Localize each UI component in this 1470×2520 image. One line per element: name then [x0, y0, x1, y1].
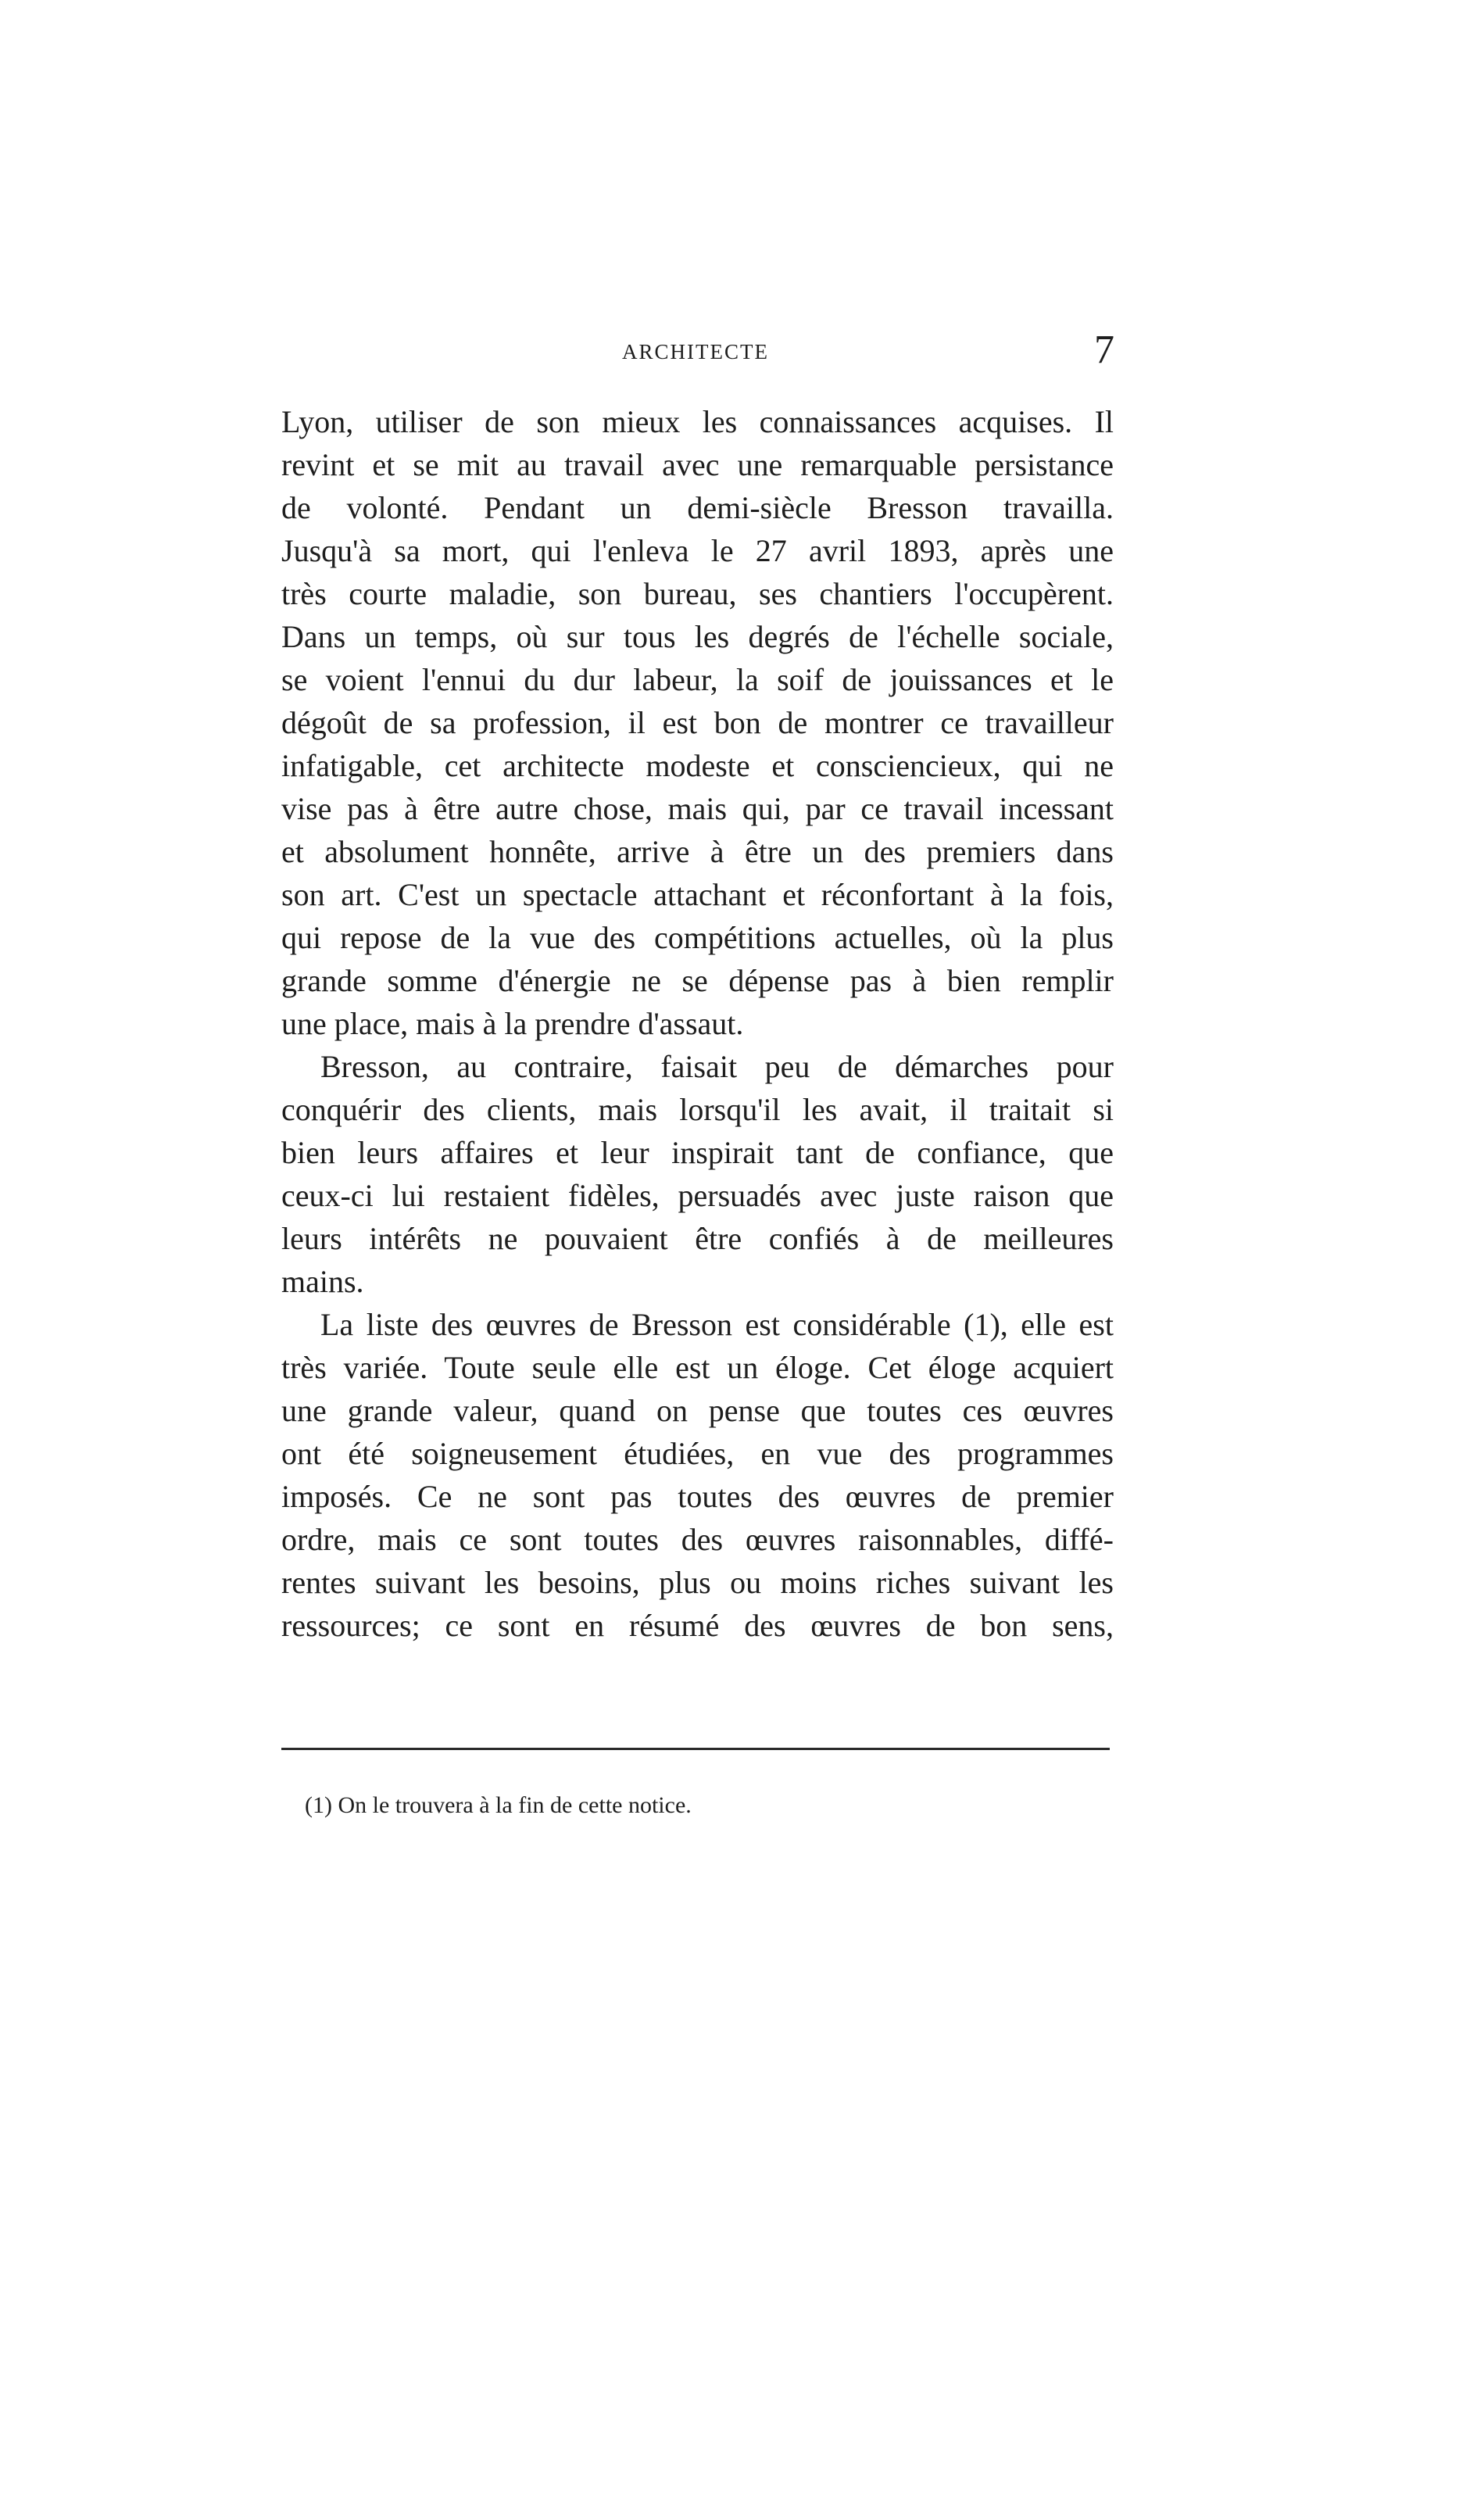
text-line: bien leurs affaires et leur inspirait tant de confiance, que [281, 1135, 1114, 1170]
text-line: ressources; ce sont en résumé des œuvres de bon sens, [281, 1608, 1114, 1643]
text-line: conquérir des clients, mais lorsqu'il les avait, il traitait si [281, 1092, 1114, 1127]
text-line: imposés. Ce ne sont pas toutes des œuvres de premier [281, 1479, 1114, 1514]
text-line: infatigable, cet architecte modeste et consciencieux, qui ne [281, 748, 1114, 783]
text-line: ceux-ci lui restaient fidèles, persuadés avec juste raison que [281, 1178, 1114, 1213]
text-line: leurs intérêts ne pouvaient être confiés à de meilleures [281, 1221, 1114, 1256]
text-line: et absolument honnête, arrive à être un des premiers dans [281, 834, 1114, 869]
text-line: grande somme d'énergie ne se dépense pas à bien remplir [281, 963, 1114, 998]
footnote-rule [281, 1748, 1110, 1750]
text-line: ont été soigneusement étudiées, en vue des programmes [281, 1436, 1114, 1471]
text-line: qui repose de la vue des compétitions actuelles, où la plus [281, 920, 1114, 955]
text-line: La liste des œuvres de Bresson est considérable (1), elle est [320, 1307, 1114, 1342]
text-line: une place, mais à la prendre d'assaut. [281, 1006, 744, 1041]
text-line: de volonté. Pendant un demi-siècle Bresson travailla. [281, 490, 1114, 525]
running-title: ARCHITECTE [622, 340, 769, 363]
text-line: mains. [281, 1264, 364, 1299]
footnote: (1) On le trouvera à la fin de cette notice. [305, 1792, 692, 1818]
body-text [281, 400, 1114, 1647]
text-line: une grande valeur, quand on pense que toutes ces œuvres [281, 1393, 1114, 1428]
text-line: Dans un temps, où sur tous les degrés de l'échelle sociale, [281, 619, 1114, 654]
text-line: se voient l'ennui du dur labeur, la soif de jouissances et le [281, 662, 1114, 697]
page-number: 7 [1094, 328, 1114, 372]
text-line: rentes suivant les besoins, plus ou moins riches suivant les [281, 1565, 1114, 1600]
text-line: son art. C'est un spectacle attachant et réconfortant à la fois, [281, 877, 1114, 912]
text-line: Jusqu'à sa mort, qui l'enleva le 27 avril 1893, après une [281, 533, 1114, 568]
text-line: Bresson, au contraire, faisait peu de démarches pour [320, 1049, 1114, 1084]
text-line: Lyon, utiliser de son mieux les connaissances acquises. Il [281, 404, 1114, 439]
text-line: très courte maladie, son bureau, ses chantiers l'occupèrent. [281, 576, 1114, 611]
text-line: très variée. Toute seule elle est un éloge. Cet éloge acquiert [281, 1350, 1114, 1385]
text-line: revint et se mit au travail avec une remarquable persistance [281, 447, 1114, 482]
text-line: ordre, mais ce sont toutes des œuvres raisonnables, diffé- [281, 1522, 1114, 1557]
text-line: dégoût de sa profession, il est bon de montrer ce travailleur [281, 705, 1114, 740]
text-line: vise pas à être autre chose, mais qui, par ce travail incessant [281, 791, 1114, 826]
